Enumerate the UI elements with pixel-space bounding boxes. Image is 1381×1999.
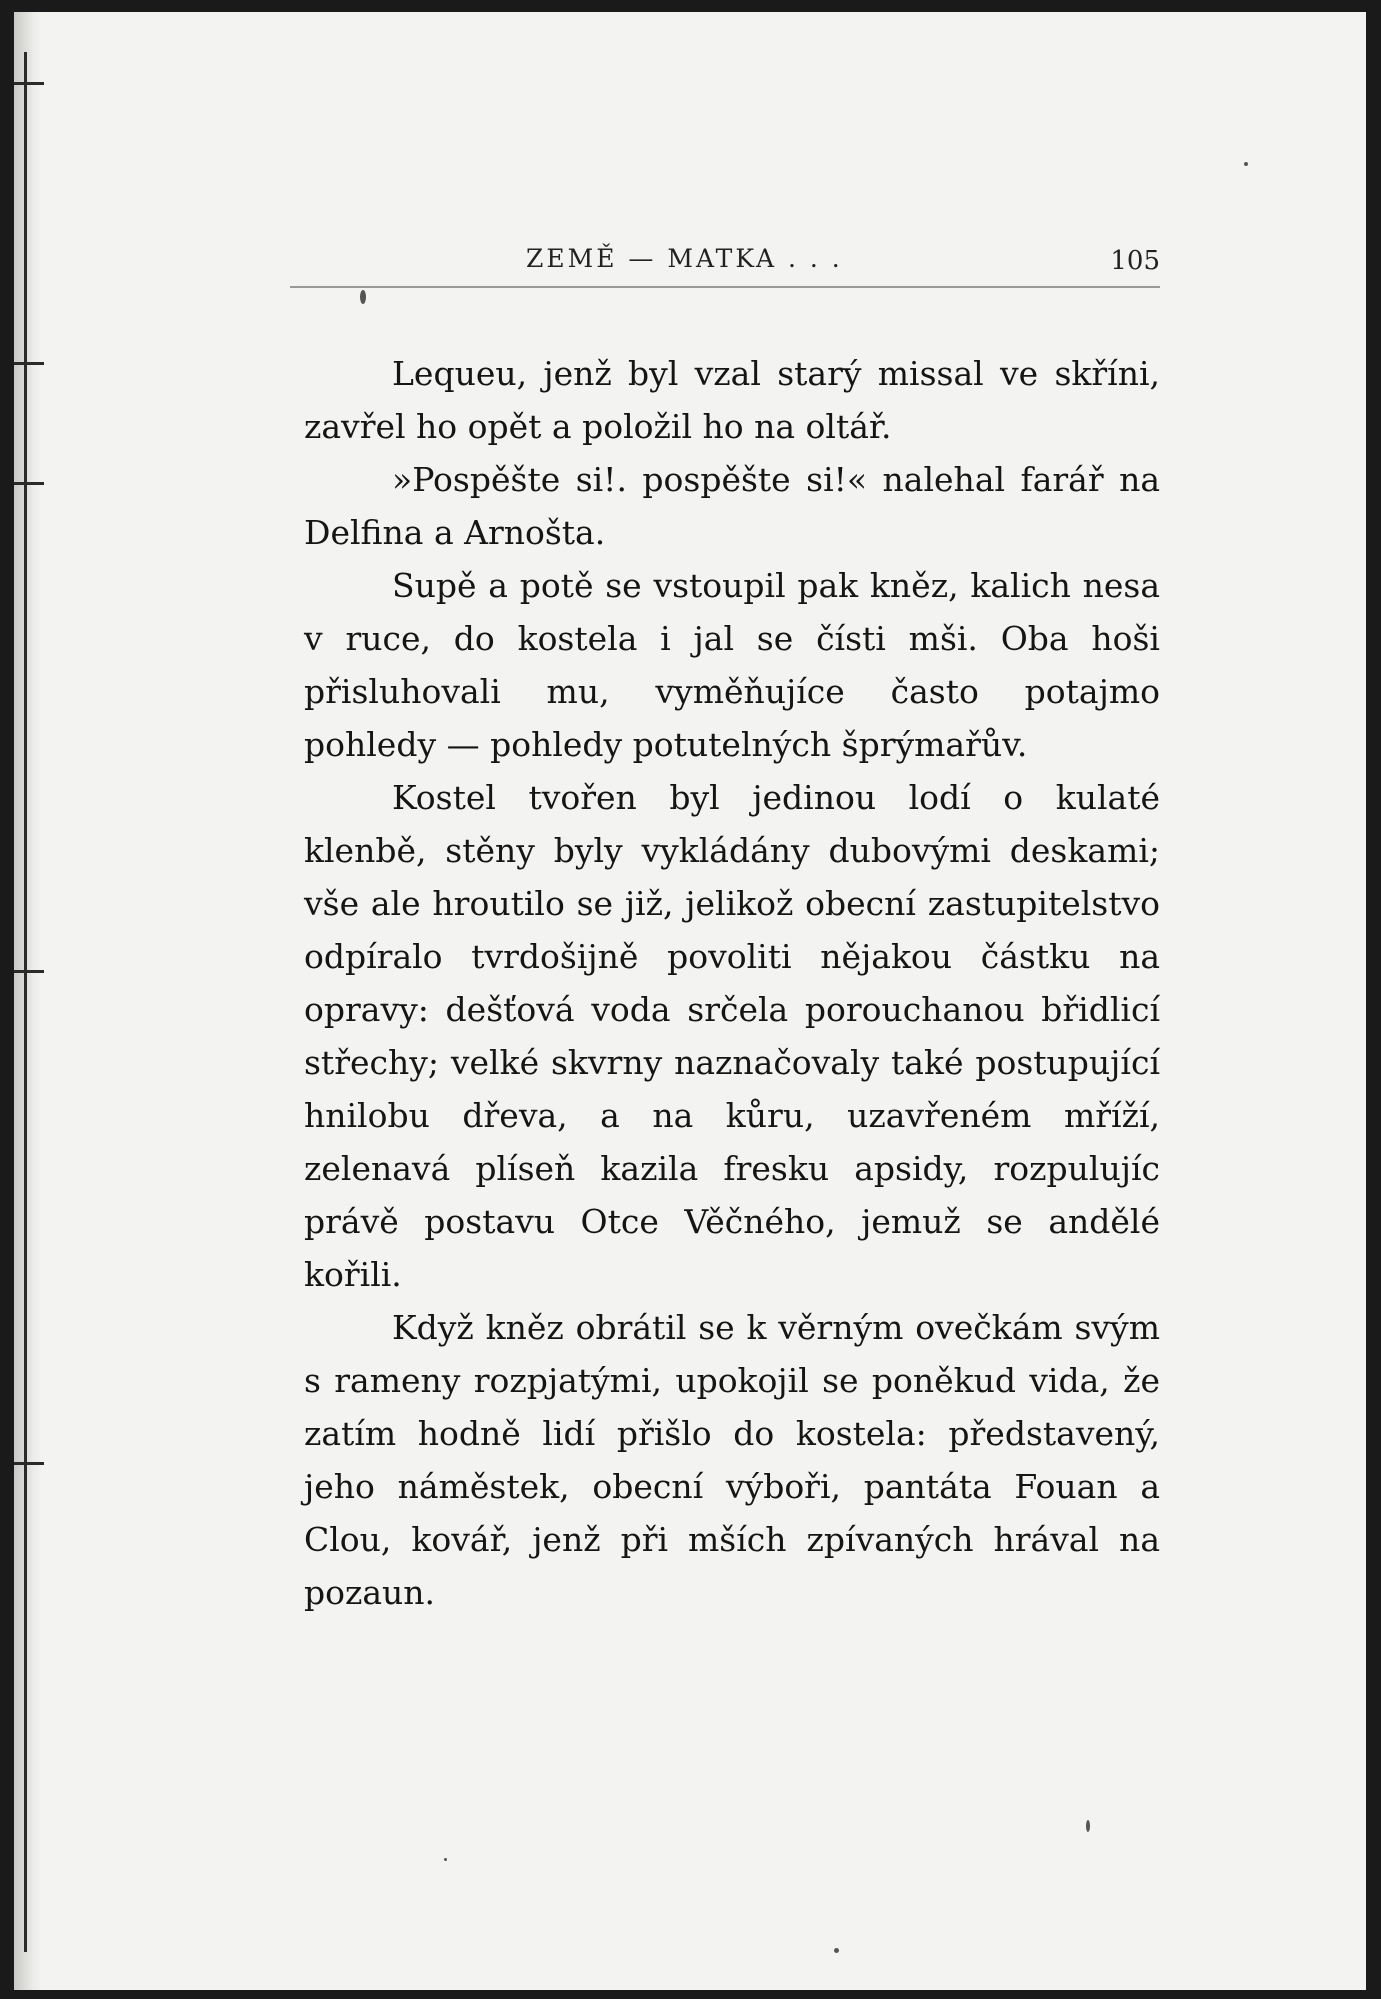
ink-speck [360,290,366,304]
paragraph: Supě a potě se vstoupil pak kněz, kalich nesa v ruce, do kostela i jal se čísti mši. Oba hoši přisluhovali mu, vyměňujíce často potajmo pohledy — pohledy potutelných šprýmařův. [304,566,1160,764]
book-page [14,12,1366,1990]
running-header [290,240,1160,288]
ink-speck [1086,1820,1090,1832]
spine-tick [14,1462,44,1465]
paragraph: Kostel tvořen byl jedinou lodí o kulaté klenbě, stěny byly vykládány dubovými deskami; vše ale hroutilo se již, jelikož obecní zastupitelstvo odpíralo tvrdošijně povoliti nějakou částku na opravy: dešťová voda srčela porouchanou břidlicí střechy; velké skvrny naznačovaly také postupující hnilobu dřeva, a na kůru, uzavřeném mříží, zelenavá plíseň kazila fresku apsidy, rozpulujíc právě postavu Otce Věčného, jemuž se andělé kořili. [304,778,1160,1294]
paragraph: »Pospěšte si!. pospěšte si!« nalehal farář na Delfina a Arnošta. [304,460,1160,552]
paragraph: Když kněz obrátil se k věrným ovečkám svým s rameny rozpjatými, upokojil se poněkud vida, že zatím hodně lidí přišlo do kostela: představený, jeho náměstek, obecní výboři, pantáta Fouan a Clou, kovář, jenž při mších zpívaných hrával na pozaun. [304,1308,1160,1612]
paragraph: Lequeu, jenž byl vzal starý missal ve skříni, zavřel ho opět a položil ho na oltář. [304,354,1160,446]
body-text [304,347,1160,1619]
spine-tick [14,82,44,85]
running-title: ZEMĚ — MATKA . . . [526,244,843,273]
ink-speck [834,1948,839,1953]
ink-speck [1244,162,1248,166]
page-number: 105 [1110,246,1160,276]
ink-speck [444,1858,447,1861]
spine-line [24,52,27,1952]
spine-tick [14,362,44,365]
page-spine-edge [14,12,42,1990]
spine-tick [14,970,44,973]
spine-tick [14,482,44,485]
